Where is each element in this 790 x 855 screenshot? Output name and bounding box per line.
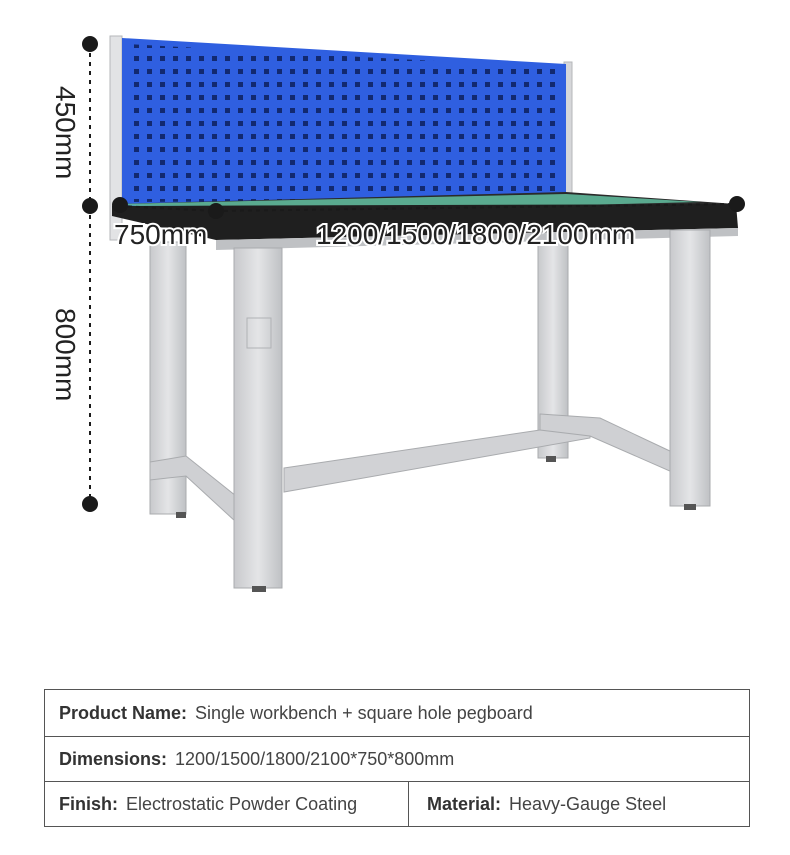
marker-depth-end (208, 203, 224, 219)
product-name-value: Single workbench + square hole pegboard (195, 702, 533, 723)
marker-width-end (729, 196, 745, 212)
dimensions-label: Dimensions: (59, 748, 168, 769)
dimensions-value: 1200/1500/1800/2100*750*800mm (175, 748, 455, 769)
finish-value: Electrostatic Powder Coating (126, 793, 358, 814)
marker-depth-start (112, 197, 128, 213)
spec-row-dimensions (45, 737, 749, 782)
spec-row-finish-material (45, 782, 749, 826)
material-cell (409, 782, 666, 826)
depth-label: 750mm (114, 219, 208, 250)
product-name-label: Product Name: (59, 702, 188, 723)
front-left-leg (234, 248, 282, 588)
marker-bottom (82, 496, 98, 512)
marker-top (82, 36, 98, 52)
material-value: Heavy-Gauge Steel (509, 793, 667, 814)
pegboard-holes (126, 44, 562, 202)
width-label: 1200/1500/1800/2100mm (316, 219, 636, 250)
height-top-label: 450mm (50, 86, 81, 180)
finish-cell (45, 782, 409, 826)
front-right-leg (670, 230, 710, 506)
spec-table (44, 689, 750, 827)
back-lower-rail (284, 428, 590, 492)
marker-mid (82, 198, 98, 214)
finish-label: Finish: (59, 793, 118, 814)
height-bottom-label: 800mm (50, 308, 81, 402)
spec-row-product-name (45, 690, 749, 737)
material-label: Material: (427, 793, 502, 814)
